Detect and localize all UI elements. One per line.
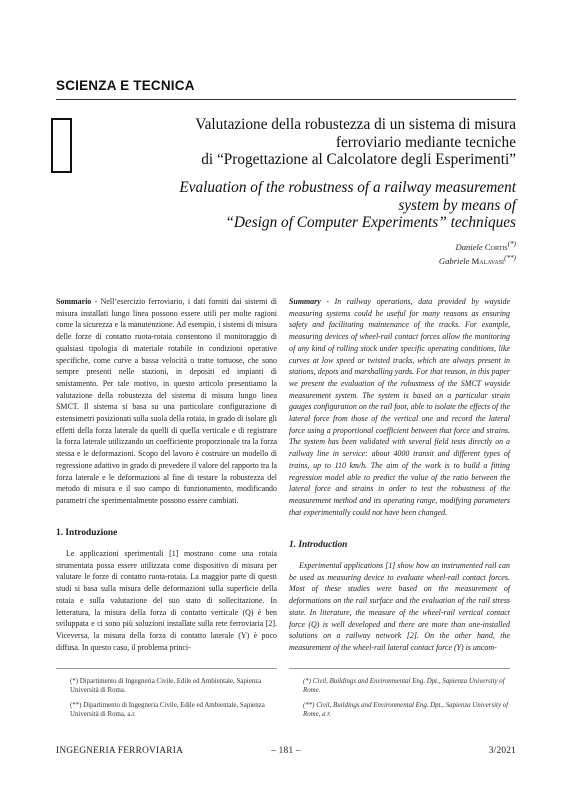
- decorative-box: [51, 118, 72, 173]
- heading-introduction: 1. Introduction: [289, 540, 348, 550]
- footer-journal: INGEGNERIA FERROVIARIA: [56, 746, 184, 756]
- body-english-paragraph: Experimental applications [1] show how an instrumented rail can be used as measuring device to evaluate wheel-rail contact forces. Most of these studies were based on the measurement of deformations on the rail surface and the evaluation of the rail stress state. In literature, the measure of the wheel-rail vertical contact force (Q) is well developed and there are more than one-installed solutions on a railway network [2]. On the other hand, the measurement of the wheel-rail lateral contact force (Y) is uncom-: [289, 561, 510, 652]
- author-first-name: Gabriele: [438, 255, 470, 266]
- footnotes-english: [289, 677, 510, 725]
- header-rule: [56, 99, 516, 100]
- body-english: [289, 560, 510, 654]
- footnote-rule: [289, 668, 510, 669]
- abstract-english-text: - In railway operations, data provided by wayside measuring systems could be useful for many reasons as ensuring safety and facilitating maintenance of the tracks. For example, measuring devices of wheel-rail contact forces allow the monitoring of any kind of rolling stock under specific operating conditions, like curves at low speed or twisted tracks, which are always present in stations, depots and marshalling yards. For that reason, in this paper we present the evaluation of the robustness of the SMCT wayside measurement system. The system is based on a particular strain gauges configuration on the rail foot, able to isolate the effects of the lateral force from those of the vertical one and record the lateral force using a proportional coefficient between that force and strains. The system has been validated with several field tests directly on a railway line in service: about 4000 transit and different types of trains, up to 110 km/h. The aim of the work is to build a fitting regression model able to predict the value of the ratio between the lateral force and strains in order to test the robustness of the measurement method and its operating range, modifying parameters that experimentally could not have been changed.: [289, 297, 510, 517]
- abstract-italian-text: - Nell’esercizio ferroviario, i dati forniti dai sistemi di misura installati lungo linea possono essere utili per molte ragioni come la sicurezza e la manutenzione. Ad esempio, i sistemi di misura delle forze di contatto ruota-rotaia consentono il monitoraggio di qualsiasi tipologia di materiale rotabile in condizioni operative specifiche, come curve a bassa velocità o tratte tortuose, che sono sempre presenti nelle stazioni, in depositi ed impianti di smistamento. Per tale motivo, in questo articolo presentiamo la valutazione della robustezza del sistema di misura lungo linea SMCT. Il sistema si basa su una particolare configurazione di estensimetri posizionati sulla suola della rotaia, in grado di isolare gli effetti della forza laterale da quelli di quella verticale e di registrare la forza laterale utilizzando un coefficiente proporzionale tra la forza stessa e le deformazioni. Scopo del lavoro è costruire un modello di regressione adattivo in grado di prevedere il valore del rapporto tra la forza laterale e le deformazioni al fine di testare la robustezza del metodo di misura e il suo campo di funzionamento, modificando parametri che sperimentalmente possono essere cambiati.: [56, 297, 277, 505]
- footnote: (**) Dipartimento di Ingegneria Civile, Edile ed Ambientale, Sapienza Università di Roma, a.r.: [70, 701, 265, 719]
- footer-issue: 3/2021: [488, 746, 516, 756]
- title-italian-line: ferroviario mediante tecniche: [335, 133, 516, 151]
- footnote: (**) Civil, Buildings and Environmental Eng. Dpt., Sapienza University of Rome, a r.: [303, 701, 509, 719]
- authors: [300, 239, 516, 267]
- author: [300, 253, 516, 267]
- author-mark: (*): [507, 240, 516, 248]
- abstract-italian: [56, 296, 277, 507]
- footnote: (*) Civil, Buildings and Environmental Eng. Dpt., Sapienza University of Rome.: [303, 678, 505, 695]
- author-last-name: Cortis: [484, 241, 508, 252]
- abstract-english: [289, 296, 510, 518]
- body-italian-paragraph: Le applicazioni sperimentali [1] mostrano come una rotaia strumentata possa essere utilizzata come dispositivo di misura per valutare le forze di contatto ruota-rotaia. La maggior parte di questi studi si basa sulla misura delle deformazioni sulla superficie della rotaia e sulla valutazione del suo stato di sollecitazione. In letteratura, la misura della forza di contatto verticale (Q) è ben sviluppata e ci sono più soluzioni installate sulla rete ferroviaria [2]. Viceversa, la misura della forza di contatto laterale (Y) è poco diffusa. In questo caso, il problema princi-: [56, 549, 277, 652]
- title-english-line: Evaluation of the robustness of a railway measurement: [179, 179, 516, 196]
- title-english-line: system by means of: [398, 196, 516, 214]
- author-first-name: Daniele: [455, 241, 483, 252]
- heading-introduzione: 1. Introduzione: [56, 528, 118, 538]
- section-header: SCIENZA E TECNICA: [56, 78, 195, 93]
- author: [300, 239, 516, 253]
- footnotes-italian: [56, 677, 277, 725]
- footer-page-number: – 181 –: [271, 746, 301, 756]
- body-italian: [56, 548, 277, 653]
- author-last-name: Malavasi: [471, 255, 505, 266]
- footnote-rule: [56, 668, 277, 669]
- title-italian: [120, 116, 516, 169]
- title-english-line: “Design of Computer Experiments” techniques: [225, 214, 516, 231]
- abstract-english-lead: Summary: [289, 297, 321, 306]
- abstract-italian-lead: Sommario: [56, 297, 92, 306]
- author-mark: (**): [504, 253, 516, 262]
- title-italian-line: Valutazione della robustezza di un sistema di misura: [195, 116, 516, 133]
- title-english: [120, 179, 516, 232]
- footnote: (*) Dipartimento di Ingegneria Civile, Edile ed Ambientale, Sapienza Università di Roma.: [70, 678, 262, 695]
- title-italian-line: di “Progettazione al Calcolatore degli Esperimenti”: [201, 151, 516, 168]
